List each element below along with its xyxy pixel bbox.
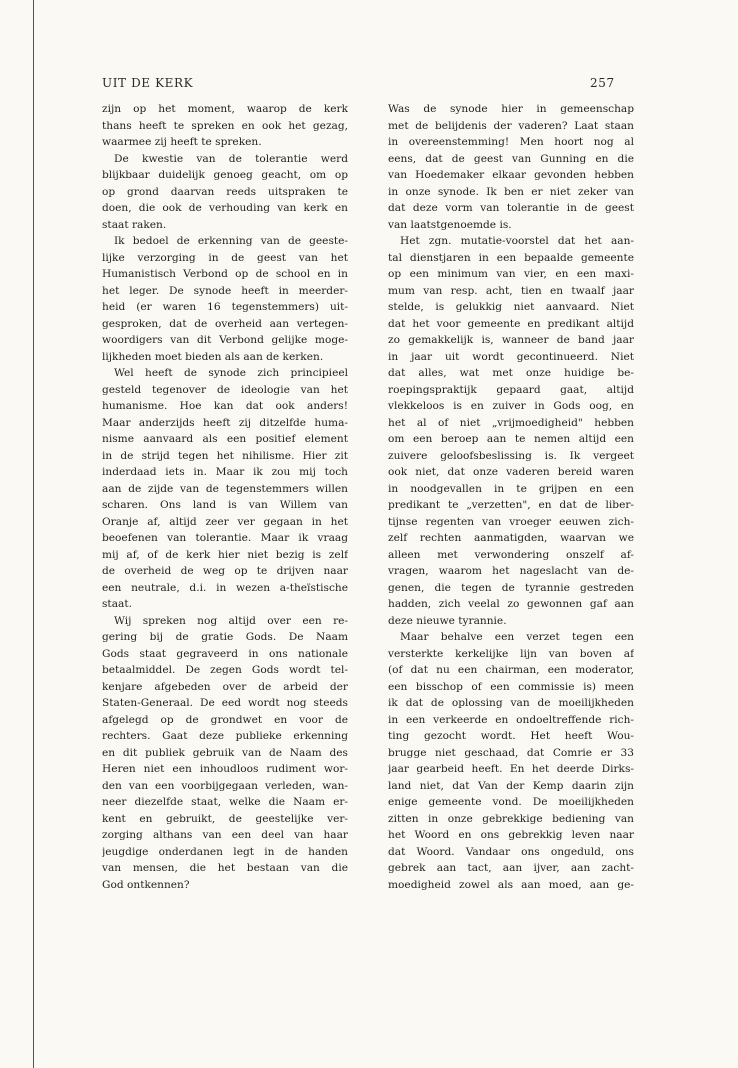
- text-line: Gods staat gegraveerd in ons nationale: [102, 647, 348, 660]
- text-line: hadden, zich veelal zo gewonnen gaf aan: [388, 598, 634, 610]
- text-line: van Hoedemaker elkaar gevonden hebben: [388, 169, 634, 181]
- text-line: woordigers van dit Verbond gelijke moge-: [102, 334, 348, 346]
- text-line: zo gemakkelijk is, wanneer de band jaar: [388, 334, 634, 346]
- text-line: roepingspraktijk gepaard gaat, altijd: [388, 383, 634, 396]
- text-line: Heren niet een inhoudloos rudiment wor-: [102, 763, 348, 775]
- text-line: dat deze vorm van tolerantie in de geest: [388, 202, 634, 214]
- text-line: een neutrale, d.i. in wezen a-theïstische: [102, 581, 348, 594]
- text-line: op een minimum van vier, en een maxi-: [388, 268, 634, 280]
- text-line: Oranje af, altijd zeer ver gegaan in het: [102, 515, 348, 528]
- text-line: heid (er waren 16 tegenstemmers) uit-: [102, 301, 348, 313]
- text-line: in noodgevallen in te grijpen en een: [388, 482, 634, 495]
- text-line: brugge niet geschaad, dat Comrie er 33: [388, 746, 634, 759]
- text-line: Staten-Generaal. De eed wordt nog steeds: [102, 697, 348, 709]
- text-line: gesproken, dat de overheid aan vertegen-: [102, 317, 348, 330]
- text-line: zelf rechten aanmatigden, waarvan we: [388, 532, 634, 544]
- text-line: dat het voor gemeente en predikant altijd: [388, 317, 634, 330]
- text-line: Maar anderzijds heeft zij ditzelfde huma-: [102, 416, 348, 429]
- text-line: alleen met verwondering onszelf af-: [388, 548, 634, 561]
- text-line: moedigheid zowel als aan moed, aan ge-: [388, 878, 634, 891]
- text-line: doen, die ook de verhouding van kerk en: [102, 202, 348, 214]
- text-line: en dit publiek gebruik van de Naam des: [102, 746, 348, 759]
- text-line: De kwestie van de tolerantie werd: [114, 152, 348, 165]
- page-number: 257: [590, 76, 615, 90]
- text-line: gebrek aan tact, aan ijver, aan zacht-: [388, 862, 634, 874]
- text-line: kenjare afgebeden over de arbeid der: [102, 680, 348, 693]
- text-line: het leger. De synode heeft in meerder-: [102, 284, 348, 297]
- text-line: gesteld tegenover de ideologie van het: [102, 383, 348, 396]
- text-line: zijn op het moment, waarop de kerk: [102, 103, 348, 115]
- text-line: rechters. Gaat deze publieke erkenning: [102, 730, 348, 742]
- text-line: humanisme. Hoe kan dat ook anders!: [102, 400, 348, 412]
- text-line: neer diezelfde staat, welke die Naam er-: [102, 796, 348, 808]
- text-line: zitten in onze gebrekkige bediening van: [388, 812, 634, 825]
- text-line: lijke verzorging in de geest van het: [102, 251, 348, 264]
- text-line: stelde, is gelukkig niet aanvaard. Niet: [388, 301, 634, 313]
- text-line: den van een voorbijgegaan verleden, wan-: [102, 779, 348, 792]
- text-line: in een verkeerde en ondoeltreffende rich-: [388, 713, 634, 726]
- text-line: God ontkennen?: [102, 878, 190, 891]
- text-line: jaar gearbeid heeft. En het deerde Dirks-: [388, 763, 634, 775]
- text-line: mij af, of de kerk hier niet bezig is zelf: [102, 548, 348, 561]
- text-line: thans heeft te spreken en ook het gezag,: [102, 119, 348, 132]
- text-line: vragen, waarom het nageslacht van de-: [388, 565, 634, 577]
- text-line: mum van resp. acht, tien en twaalf jaar: [388, 284, 634, 297]
- text-line: om een beroep aan te nemen altijd een: [388, 433, 634, 445]
- running-head-title: UIT DE KERK: [102, 76, 194, 90]
- text-line: nisme aanvaard als een positief element: [102, 433, 348, 445]
- text-line: aan de zijde van de tegenstemmers willen: [102, 482, 348, 495]
- text-line: Het zgn. mutatie-voorstel dat het aan-: [400, 235, 634, 247]
- text-line: genen, die tegen de tyrannie gestreden: [388, 581, 634, 594]
- text-line: ting gezocht wordt. Het heeft Wou-: [388, 730, 634, 742]
- text-line: de overheid de weg op te drijven naar: [102, 565, 348, 577]
- text-line: betaalmiddel. De zegen Gods wordt tel-: [102, 664, 348, 676]
- text-line: Wel heeft de synode zich principieel: [114, 367, 348, 379]
- text-line: Was de synode hier in gemeenschap: [388, 103, 634, 115]
- text-line: land niet, dat Van der Kemp daarin zijn: [388, 779, 634, 792]
- text-line: Maar behalve een verzet tegen een: [400, 631, 634, 643]
- text-line: zuivere geloofsbeslissing is. Ik vergeet: [388, 449, 634, 462]
- text-line: (of dat nu een chairman, een moderator,: [388, 664, 634, 676]
- text-line: het al of niet „vrijmoedigheid" hebben: [388, 416, 634, 429]
- text-line: deze nieuwe tyrannie.: [388, 614, 507, 627]
- text-line: kent en gebruikt, de geestelijke ver-: [102, 812, 348, 825]
- text-line: zorging althans van een deel van haar: [102, 829, 348, 841]
- text-line: Ik bedoel de erkenning van de geeste-: [114, 235, 348, 247]
- text-line: van mensen, die het bestaan van die: [102, 862, 348, 874]
- text-line: enige gemeente vond. De moeilijkheden: [388, 796, 634, 808]
- text-line: versterkte kerkelijke lijn van boven af: [388, 647, 634, 660]
- text-line: dat Woord. Vandaar ons ongeduld, ons: [388, 845, 634, 858]
- text-line: van laatstgenoemde is.: [388, 218, 512, 231]
- text-line: Wij spreken nog altijd over een re-: [114, 614, 348, 627]
- text-line: het Woord en ons gebrekkig leven naar: [388, 829, 634, 841]
- text-line: in de strijd tegen het nihilisme. Hier zit: [102, 449, 348, 462]
- text-line: in jaar uit wordt gecontinueerd. Niet: [388, 350, 634, 363]
- page-edge-line: [33, 0, 34, 1068]
- text-line: staat raken.: [102, 218, 167, 231]
- text-line: gering bij de gratie Gods. De Naam: [102, 631, 348, 643]
- text-line: staat.: [102, 598, 132, 610]
- text-line: Humanistisch Verbond op de school en in: [102, 268, 348, 280]
- text-line: blijkbaar duidelijk genoeg geacht, om op: [102, 169, 348, 181]
- text-line: lijkheden moet bieden als aan de kerken.: [102, 350, 324, 363]
- text-line: jeugdige onderdanen legt in de handen: [102, 845, 348, 858]
- text-line: beoefenen van tolerantie. Maar ik vraag: [102, 532, 348, 544]
- text-line: ook niet, dat onze vaderen bereid waren: [388, 466, 634, 478]
- text-line: afgelegd op de grondwet en voor de: [102, 713, 348, 726]
- text-line: dat alles, wat met onze huidige be-: [388, 367, 634, 379]
- text-line: op grond daarvan reeds uitspraken te: [102, 185, 348, 198]
- text-line: tijnse regenten van vroeger eeuwen zich-: [388, 515, 634, 528]
- text-line: met de belijdenis der vaderen? Laat staan: [388, 119, 634, 132]
- text-line: predikant te „verzetten", en dat de liber-: [388, 499, 634, 511]
- text-line: inderdaad iets in. Maar ik zou mij toch: [102, 466, 348, 478]
- text-line: ik dat de oplossing van de moeilijkheden: [388, 697, 634, 709]
- text-line: tal dienstjaren in een bepaalde gemeente: [388, 251, 634, 264]
- text-line: scharen. Ons land is van Willem van: [102, 499, 348, 511]
- left-text-column: [102, 101, 348, 893]
- text-line: vlekkeloos is en zuiver in Gods oog, en: [388, 400, 634, 412]
- text-line: eens, dat de geest van Gunning en die: [388, 152, 634, 165]
- text-line: waarmee zij heeft te spreken.: [102, 136, 262, 148]
- text-line: in overeenstemming! Men hoort nog al: [388, 136, 634, 148]
- text-line: in onze synode. Ik ben er niet zeker van: [388, 185, 634, 198]
- right-text-column: [388, 101, 634, 893]
- text-line: een bisschop of een commissie is) meen: [388, 680, 634, 693]
